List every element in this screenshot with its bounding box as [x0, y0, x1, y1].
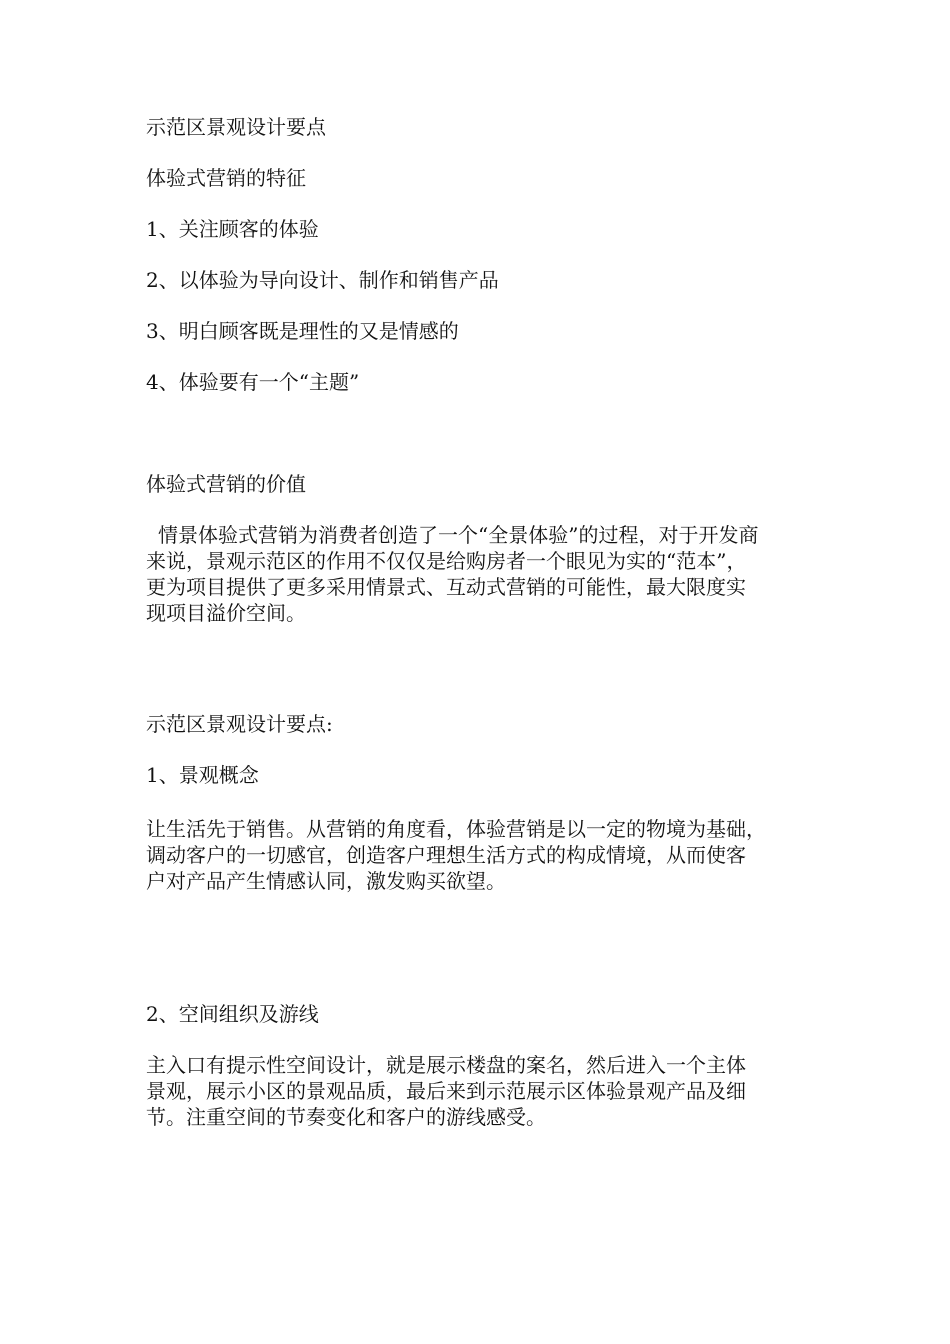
- paragraph-concept: [146, 816, 836, 894]
- list-item: 4、体验要有一个“主题”: [146, 370, 360, 394]
- paragraph-space: [146, 1052, 836, 1130]
- paragraph-line: 情景体验式营销为消费者创造了一个“全景体验”的过程，对于开发商: [158, 523, 759, 547]
- list-item: 2、以体验为导向设计、制作和销售产品: [146, 268, 499, 292]
- paragraph-value: [146, 522, 836, 626]
- paragraph-line: 更为项目提供了更多采用情景式、互动式营销的可能性，最大限度实: [146, 575, 746, 599]
- section-heading-features: 体验式营销的特征: [146, 166, 306, 190]
- paragraph-line: 来说，景观示范区的作用不仅仅是给购房者一个眼见为实的“范本”，: [146, 549, 747, 573]
- paragraph-line: 主入口有提示性空间设计，就是展示楼盘的案名，然后进入一个主体: [146, 1053, 746, 1077]
- paragraph-line: 景观，展示小区的景观品质，最后来到示范展示区体验景观产品及细: [146, 1079, 746, 1103]
- section-heading-design-points: 示范区景观设计要点:: [146, 712, 333, 736]
- subsection-heading-space: 2、空间组织及游线: [146, 1002, 319, 1026]
- section-heading-value: 体验式营销的价值: [146, 472, 306, 496]
- list-item: 3、明白顾客既是理性的又是情感的: [146, 319, 459, 343]
- list-item: 1、关注顾客的体验: [146, 217, 319, 241]
- paragraph-line: 现项目溢价空间。: [146, 601, 306, 625]
- paragraph-line: 让生活先于销售。从营销的角度看，体验营销是以一定的物境为基础，: [146, 817, 766, 841]
- paragraph-line: 节。注重空间的节奏变化和客户的游线感受。: [146, 1105, 546, 1129]
- document-title: 示范区景观设计要点: [146, 115, 326, 139]
- paragraph-line: 户对产品产生情感认同，激发购买欲望。: [146, 869, 506, 893]
- paragraph-line: 调动客户的一切感官，创造客户理想生活方式的构成情境，从而使客: [146, 843, 746, 867]
- subsection-heading-concept: 1、景观概念: [146, 763, 259, 787]
